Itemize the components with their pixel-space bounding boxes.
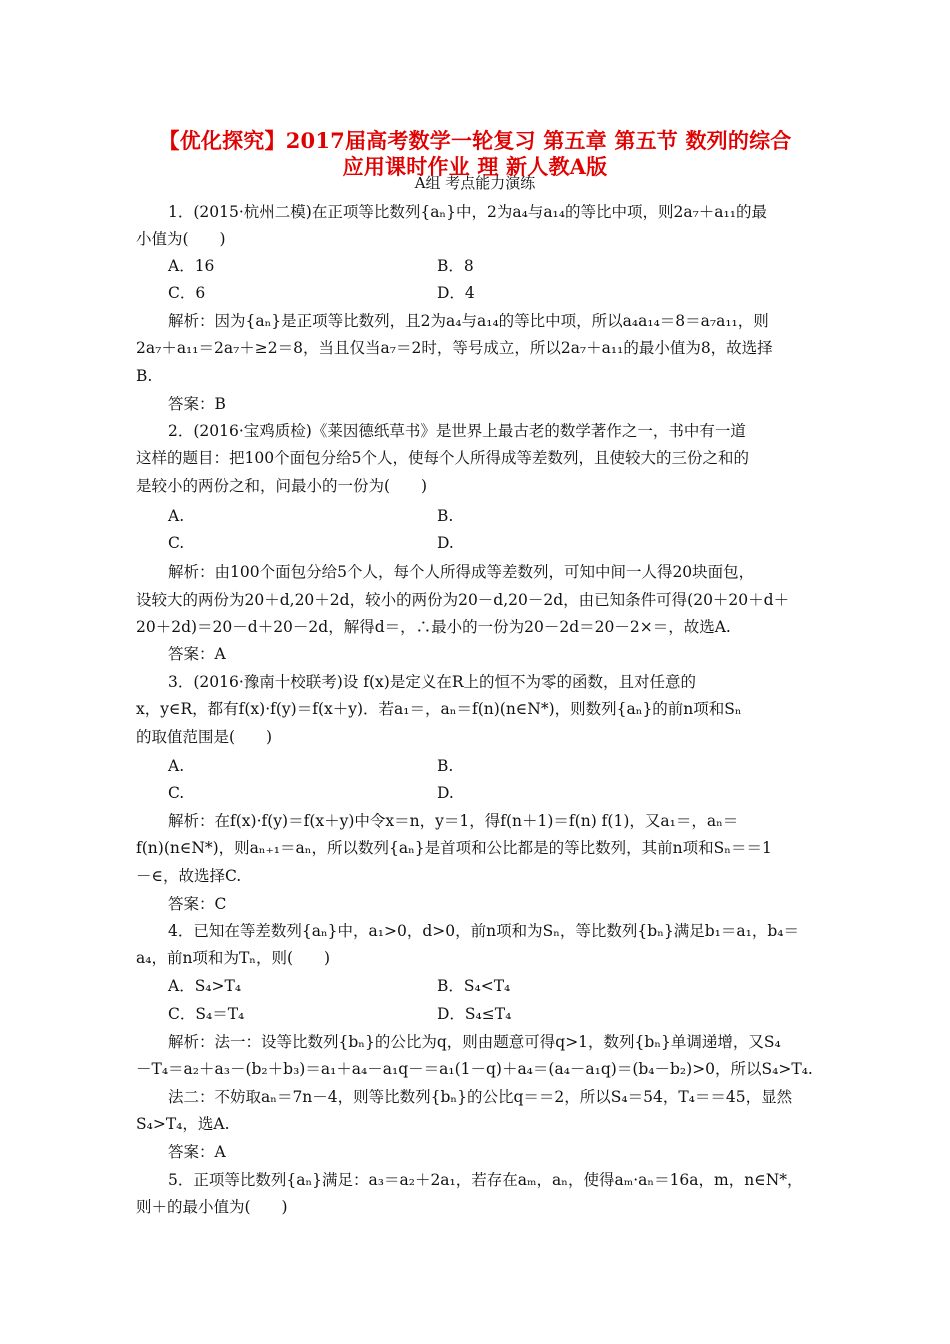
q4-option-b: B．S₄<T₄: [437, 977, 511, 995]
q2-answer: 答案：A: [168, 645, 226, 663]
q2-solution-line-3: 20＋2d)＝20－d＋20－2d，解得d＝，∴最小的一份为20－2d＝20－2×＝，故选A.: [136, 618, 731, 636]
q2-option-c: C.: [168, 534, 185, 552]
q2-option-d: D.: [437, 534, 454, 552]
section-heading: A组 考点能力演练: [414, 174, 536, 192]
q4-solution-line-4: S₄>T₄，选A.: [136, 1115, 230, 1133]
q3-stem-line-3: 的取值范围是( ): [136, 728, 273, 746]
q1-solution-line-1: 解析：因为{aₙ}是正项等比数列，且2为a₄与a₁₄的等比中项，所以a₄a₁₄＝8＝a₇a₁₁，则: [168, 312, 769, 330]
q1-stem-line-2: 小值为( ): [136, 230, 226, 248]
q4-solution-line-1: 解析：法一：设等比数列{bₙ}的公比为q，则由题意可得q>1，数列{bₙ}单调递增，又S₄: [168, 1033, 781, 1051]
q1-option-c: C．6: [168, 284, 206, 302]
q3-option-a: A.: [168, 757, 185, 775]
q2-stem-line-2: 这样的题目：把100个面包分给5个人，使每个人所得成等差数列，且使较大的三份之和的: [136, 449, 749, 467]
q3-stem-line-1: 3．(2016·豫南十校联考)设 f(x)是定义在R上的恒不为零的函数，且对任意的: [168, 673, 697, 691]
q4-option-a: A．S₄>T₄: [168, 977, 242, 995]
document-title-line-1: 【优化探究】2017届高考数学一轮复习 第五章 第五节 数列的综合: [158, 128, 792, 153]
q2-stem-line-3: 是较小的两份之和，问最小的一份为( ): [136, 477, 428, 495]
q2-solution-line-1: 解析：由100个面包分给5个人，每个人所得成等差数列，可知中间一人得20块面包，: [168, 563, 755, 581]
q3-option-d: D.: [437, 784, 454, 802]
q3-option-c: C.: [168, 784, 185, 802]
q4-stem-line-2: a₄，前n项和为Tₙ，则( ): [136, 949, 331, 967]
document-title-line-2: 应用课时作业 理 新人教A版: [342, 154, 608, 179]
q1-stem-line-1: 1．(2015·杭州二模)在正项等比数列{aₙ}中，2为a₄与a₁₄的等比中项，则2a₇＋a₁₁的最: [168, 203, 767, 221]
q4-option-d: D．S₄≤T₄: [437, 1005, 512, 1023]
q3-stem-line-2: x，y∈R，都有f(x)·f(y)＝f(x＋y)．若a₁＝，aₙ＝f(n)(n∈N*)，则数列{aₙ}的前n项和Sₙ: [136, 700, 742, 718]
q5-stem-line-1: 5．正项等比数列{aₙ}满足：a₃＝a₂＋2a₁，若存在aₘ，aₙ，使得aₘ·aₙ＝16a，m，n∈N*，: [168, 1171, 803, 1189]
q1-option-a: A．16: [168, 257, 215, 275]
q3-solution-line-2: f(n)(n∈N*)，则aₙ₊₁＝aₙ，所以数列{aₙ}是首项和公比都是的等比数列，其前n项和Sₙ＝＝1: [136, 839, 772, 857]
q1-option-d: D．4: [437, 284, 475, 302]
q2-option-a: A.: [168, 507, 185, 525]
q1-answer: 答案：B: [168, 395, 226, 413]
q1-option-b: B．8: [437, 257, 474, 275]
q2-stem-line-1: 2．(2016·宝鸡质检)《莱因德纸草书》是世界上最古老的数学著作之一，书中有一道: [168, 422, 746, 440]
q5-stem-line-2: 则＋的最小值为( ): [136, 1198, 288, 1216]
q1-solution-line-3: B.: [136, 367, 153, 385]
q2-option-b: B.: [437, 507, 454, 525]
q2-solution-line-2: 设较大的两份为20＋d,20＋2d，较小的两份为20－d,20－2d，由已知条件可得(20＋20＋d＋: [136, 591, 790, 609]
q3-solution-line-1: 解析：在f(x)·f(y)＝f(x＋y)中令x＝n，y＝1，得f(n＋1)＝f(n) f(1)，又a₁＝，aₙ＝: [168, 812, 739, 830]
q4-option-c: C．S₄＝T₄: [168, 1005, 245, 1023]
q3-solution-line-3: －∈，故选择C.: [136, 867, 242, 885]
q4-solution-line-3: 法二：不妨取aₙ＝7n－4，则等比数列{bₙ}的公比q＝＝2，所以S₄＝54，T₄＝＝45，显然: [168, 1088, 793, 1106]
q1-solution-line-2: 2a₇＋a₁₁＝2a₇＋≥2＝8，当且仅当a₇＝2时，等号成立，所以2a₇＋a₁₁的最小值为8，故选择: [136, 339, 773, 357]
q3-answer: 答案：C: [168, 895, 227, 913]
q3-option-b: B.: [437, 757, 454, 775]
q4-stem-line-1: 4．已知在等差数列{aₙ}中，a₁>0，d>0，前n项和为Sₙ，等比数列{bₙ}满足b₁＝a₁，b₄＝: [168, 922, 799, 940]
q4-answer: 答案：A: [168, 1143, 226, 1161]
q4-solution-line-2: －T₄＝a₂＋a₃－(b₂＋b₃)＝a₁＋a₄－a₁q－＝a₁(1－q)＋a₄＝(a₄－a₁q)＝(b₄－b₂)>0，所以S₄>T₄.: [136, 1060, 813, 1078]
